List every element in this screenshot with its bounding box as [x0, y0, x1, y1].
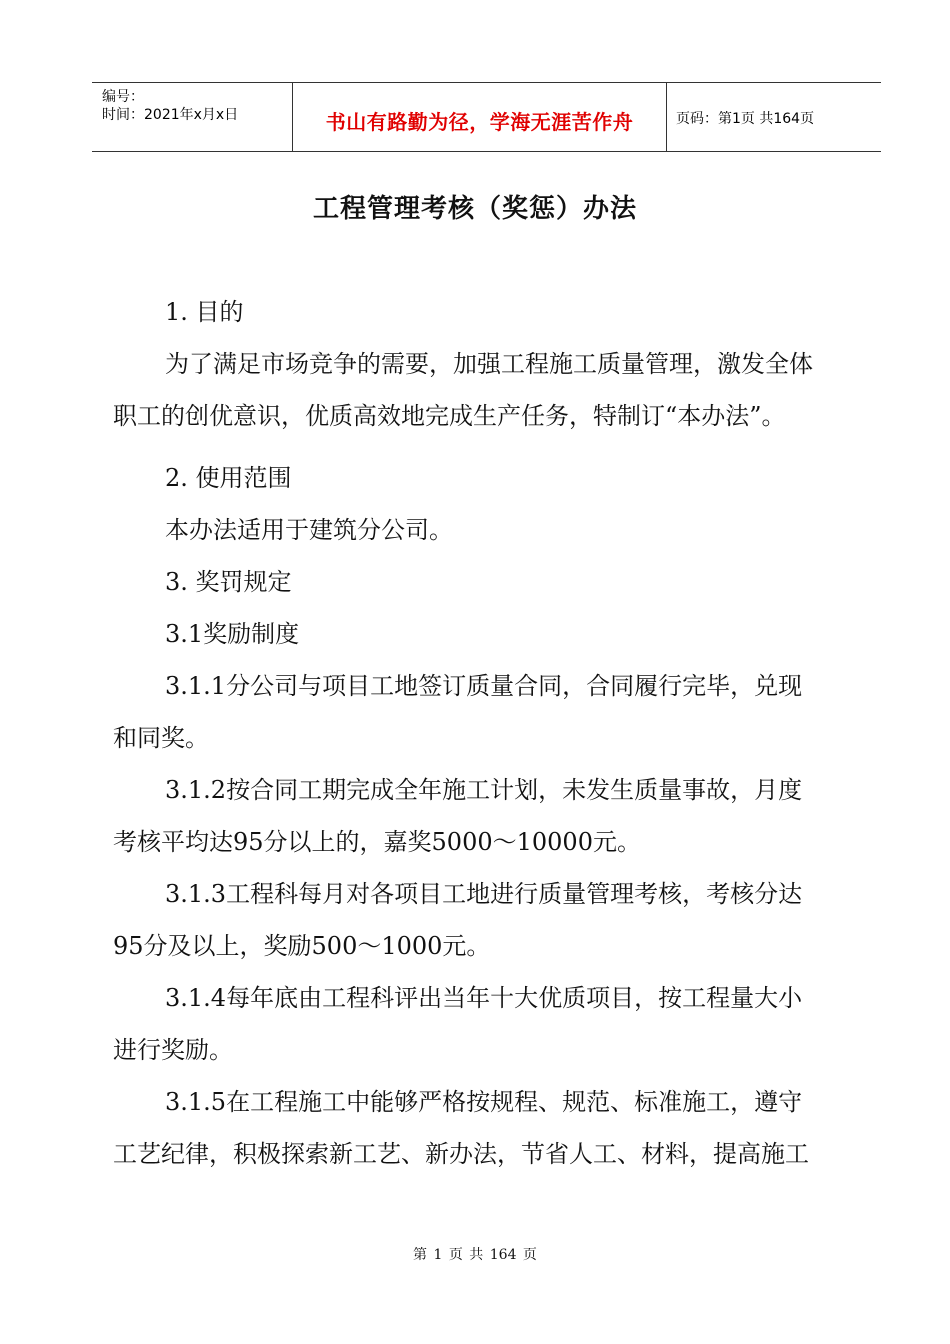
paragraph-line: 为了满足市场竞争的需要，加强工程施工质量管理，激发全体 [165, 350, 813, 378]
section-heading-scope [113, 452, 863, 504]
code-label: 编号： [102, 89, 144, 105]
paragraph-line: 工艺纪律，积极探索新工艺、新办法，节省人工、材料，提高施工 [113, 1140, 809, 1168]
motto: 书山有路勤为径，学海无涯苦作舟 [325, 110, 634, 134]
paragraph-line: 95分及以上，奖励500～1000元。 [113, 932, 491, 960]
header-right-cell [665, 83, 881, 151]
page-label: 页码：第1页 共164页 [676, 111, 815, 127]
paragraph-line: 和同奖。 [113, 724, 209, 752]
paragraph-line: 职工的创优意识，优质高效地完成生产任务，特制订“本办法”。 [113, 402, 786, 430]
paragraph-line: 考核平均达95分以上的，嘉奖5000～10000元。 [113, 828, 641, 856]
paragraph-line: 进行奖励。 [113, 1036, 233, 1064]
subsection-heading-rewards [113, 608, 863, 660]
page-footer: 第 1 页 共 164 页 [413, 1247, 537, 1263]
clause-3-1-3 [113, 868, 863, 972]
paragraph-purpose [113, 338, 863, 442]
clause-3-1-5 [113, 1076, 863, 1180]
paragraph-line: 3. 奖罚规定 [165, 568, 292, 596]
clause-3-1-4 [113, 972, 863, 1076]
paragraph-line: 本办法适用于建筑分公司。 [165, 516, 453, 544]
document-header [92, 82, 881, 152]
page-title: 工程管理考核（奖惩）办法 [312, 194, 637, 224]
header-center-cell [292, 83, 667, 151]
paragraph-scope [113, 504, 863, 556]
paragraph-line: 3.1.5在工程施工中能够严格按规程、规范、标准施工，遵守 [165, 1088, 803, 1116]
paragraph-line: 1. 目的 [165, 298, 244, 326]
time-label: 时间：2021年x月x日 [102, 107, 239, 123]
paragraph-line: 3.1.2按合同工期完成全年施工计划，未发生质量事故，月度 [165, 776, 803, 804]
section-heading-purpose [113, 286, 863, 338]
paragraph-line: 2. 使用范围 [165, 464, 292, 492]
section-heading-rules [113, 556, 863, 608]
clause-3-1-2 [113, 764, 863, 868]
paragraph-line: 3.1.1分公司与项目工地签订质量合同，合同履行完毕，兑现 [165, 672, 803, 700]
header-left-cell [92, 83, 292, 151]
clause-3-1-1 [113, 660, 863, 764]
paragraph-line: 3.1奖励制度 [165, 620, 300, 648]
paragraph-line: 3.1.4每年底由工程科评出当年十大优质项目，按工程量大小 [165, 984, 803, 1012]
paragraph-line: 3.1.3工程科每月对各项目工地进行质量管理考核，考核分达 [165, 880, 803, 908]
